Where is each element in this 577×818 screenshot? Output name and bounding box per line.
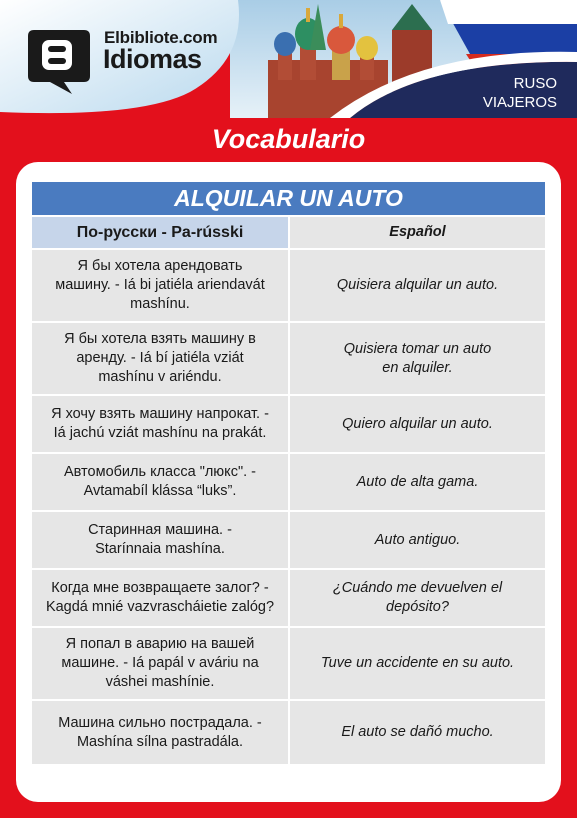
table-row xyxy=(32,628,545,699)
spanish-translation: El auto se dañó mucho. xyxy=(288,701,545,764)
page-title: Vocabulario xyxy=(211,124,366,154)
badge-language: RUSO xyxy=(513,75,557,92)
table-row xyxy=(32,323,545,394)
spanish-translation: ¿Cuándo me devuelven el depósito? xyxy=(288,570,545,626)
spanish-translation: Quiero alquilar un auto. xyxy=(288,396,545,452)
table-row xyxy=(32,570,545,626)
russian-phrase: Машина сильно пострадала. - Mashína sílna pastradála. xyxy=(32,701,288,764)
russian-phrase: Когда мне возвращаете залог? - Kagdá mnié vazvrascháietie zalóg? xyxy=(32,570,288,626)
badge-audience: VIAJEROS xyxy=(482,94,557,111)
table-title-row xyxy=(32,182,545,215)
table-row xyxy=(32,701,545,764)
vocabulary-table xyxy=(32,180,545,766)
russian-phrase: Я бы хотела взять машину в аренду. - Iá bí jatiéla vziát mashínu v ariéndu. xyxy=(32,323,288,394)
russian-phrase: Я бы хотела арендовать машину. - Iá bi jatiéla ariendavát mashínu. xyxy=(32,250,288,321)
spanish-translation: Tuve un accidente en su auto. xyxy=(288,628,545,699)
spanish-translation: Quisiera alquilar un auto. xyxy=(288,250,545,321)
table-title: ALQUILAR UN AUTO xyxy=(32,182,545,215)
category-badge xyxy=(457,74,557,112)
column-header-row xyxy=(32,217,545,248)
column-header-russian: По-русски - Pa-rússki xyxy=(32,217,288,248)
table-row xyxy=(32,454,545,510)
russian-phrase: Я хочу взять машину напрокат. - Iá jachú vziát mashínu na prakát. xyxy=(32,396,288,452)
column-header-spanish: Español xyxy=(288,217,545,248)
table-row xyxy=(32,396,545,452)
book-chat-logo-icon xyxy=(24,26,94,98)
russian-phrase: Автомобиль класса "люкс". - Avtamabíl klássa “luks”. xyxy=(32,454,288,510)
table-row xyxy=(32,512,545,568)
spanish-translation: Auto antiguo. xyxy=(288,512,545,568)
vocabulary-card xyxy=(16,162,561,802)
brand-name: Idiomas xyxy=(103,44,202,74)
site-name: Elbibliote.com xyxy=(104,28,218,47)
page-header xyxy=(0,0,577,118)
spanish-translation: Auto de alta gama. xyxy=(288,454,545,510)
russian-phrase: Старинная машина. - Starínnaia mashína. xyxy=(32,512,288,568)
russian-phrase: Я попал в аварию на вашей машине. - Iá papál v aváriu na váshei mashínie. xyxy=(32,628,288,699)
spanish-translation: Quisiera tomar un auto en alquiler. xyxy=(288,323,545,394)
table-row xyxy=(32,250,545,321)
